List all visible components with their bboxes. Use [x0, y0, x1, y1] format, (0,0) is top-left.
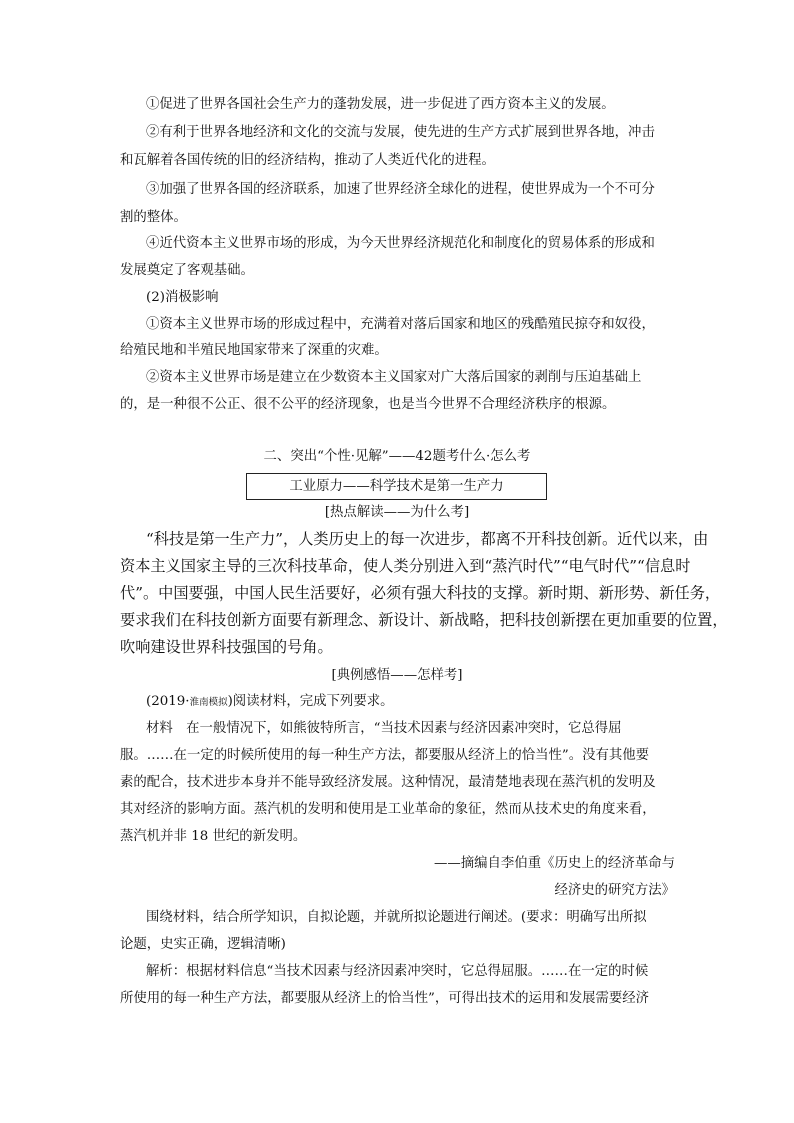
positive-effect-1: ①促进了世界各国社会生产力的蓬勃发展，进一步促进了西方资本主义的发展。: [146, 97, 615, 112]
task-line-2: 论题，史实正确，逻辑清晰): [120, 937, 286, 952]
answer-line-1: 解析：根据材料信息“当技术因素与经济因素冲突时，它总得屈服。……在一定的时候: [146, 964, 649, 979]
negative-effects-heading: (2)消极影响: [146, 290, 219, 305]
positive-effect-2-line-1: ②有利于世界各地经济和文化的交流与发展，使先进的生产方式扩展到世界各地，冲击: [146, 125, 655, 140]
example-label: [典例感悟——怎样考]: [331, 668, 463, 683]
answer-line-2: 所使用的每一种生产方法，都要服从经济上的恰当性”，可得出技术的运用和发展需要经济: [120, 991, 650, 1006]
hot-topic-line-2: 资本主义国家主导的三次科技革命，使人类分别进入到“蒸汽时代”“电气时代”“信息时: [120, 557, 691, 575]
hot-topic-line-5: 吹响建设世界科技强国的号角。: [120, 638, 333, 656]
negative-effect-2-line-2: 的，是一种很不公正、很不公平的经济现象，也是当今世界不合理经济秩序的根源。: [120, 397, 616, 412]
material-line-2: 服。……在一定的时候所使用的每一种生产方法，都要服从经济上的恰当性”。没有其他要: [120, 748, 650, 763]
section-two-heading: 二、突出“个性·见解”——42题考什么·怎么考: [263, 449, 531, 464]
negative-effect-1-line-2: 给殖民地和半殖民地国家带来了深重的灾难。: [120, 343, 388, 358]
material-line-5: 蒸汽机并非 18 世纪的新发明。: [120, 829, 307, 844]
hot-topic-label: [热点解读——为什么考]: [324, 505, 470, 520]
topic-box-title: 工业原力——科学技术是第一生产力: [246, 473, 547, 500]
negative-effect-1-line-1: ①资本主义世界市场的形成过程中，充满着对落后国家和地区的残酷殖民掠夺和奴役，: [146, 317, 655, 332]
citation-line-1: ——摘编自李伯重《历史上的经济革命与: [433, 856, 675, 871]
positive-effect-4-line-2: 发展奠定了客观基础。: [120, 263, 254, 278]
material-line-4: 其对经济的影响方面。蒸汽机的发明和使用是工业革命的象征，然而从技术史的角度来看，: [120, 802, 656, 817]
material-line-1: 材料 在一般情况下，如熊彼特所言，“当技术因素与经济因素冲突时，它总得屈: [146, 721, 622, 736]
hot-topic-line-3: 代”。中国要强，中国人民生活要好，必须有强大科技的支撑。新时期、新形势、新任务，: [120, 584, 721, 602]
question-source: 淮南模拟: [189, 697, 228, 708]
citation-line-2: 经济史的研究方法》: [554, 883, 675, 898]
task-line-1: 围绕材料，结合所学知识，自拟论题，并就所拟论题进行阐述。(要求：明确写出所拟: [146, 910, 647, 925]
question-year: (2019·: [146, 694, 190, 709]
positive-effect-2-line-2: 和瓦解着各国传统的旧的经济结构，推动了人类近代化的进程。: [120, 153, 495, 168]
negative-effect-2-line-1: ②资本主义世界市场是建立在少数资本主义国家对广大落后国家的剥削与压迫基础上: [146, 370, 642, 385]
hot-topic-line-4: 要求我们在科技创新方面要有新理念、新设计、新战略，把科技创新摆在更加重要的位置，: [120, 611, 728, 629]
positive-effect-3-line-2: 割的整体。: [120, 210, 187, 225]
hot-topic-line-1: “科技是第一生产力”，人类历史上的每一次进步，都离不开科技创新。近代以来，由: [146, 530, 709, 548]
positive-effect-3-line-1: ③加强了世界各国的经济联系，加速了世界经济全球化的进程，使世界成为一个不可分: [146, 182, 655, 197]
question-instruction: )阅读材料，完成下列要求。: [227, 694, 394, 709]
material-line-3: 素的配合，技术进步本身并不能导致经济发展。这种情况，最清楚地表现在蒸汽机的发明及: [120, 775, 656, 790]
question-source-line: [146, 693, 706, 712]
positive-effect-4-line-1: ④近代资本主义世界市场的形成，为今天世界经济规范化和制度化的贸易体系的形成和: [146, 236, 655, 251]
